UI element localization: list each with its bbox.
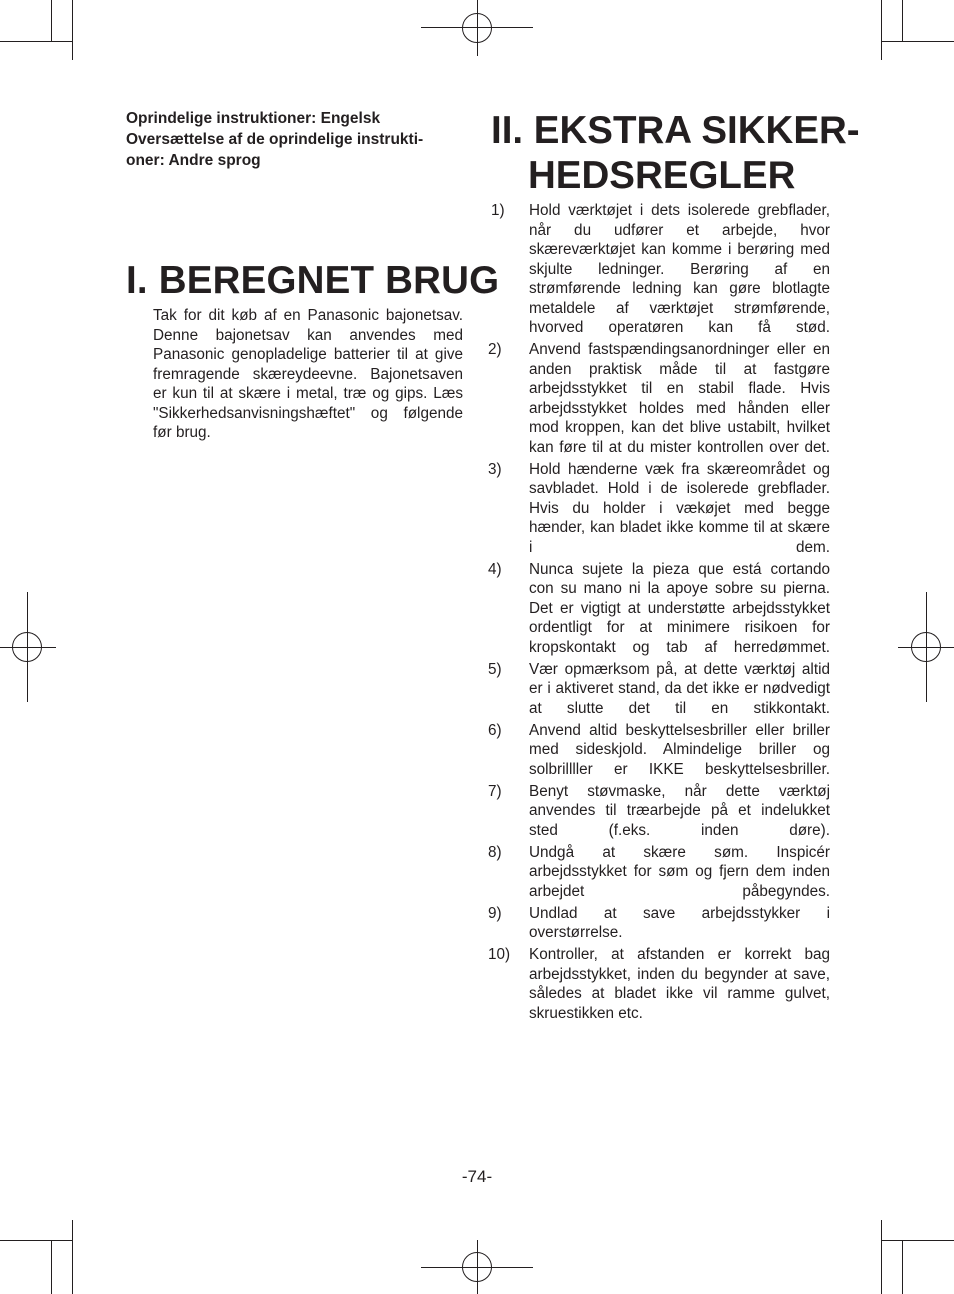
- list-item-text: Hold værktøjet i dets isolerede grebflader, når du udfører et arbejde, hvor skæreværktøjet kan komme i berøring med skjulte ledninger. Berøring af en strømførende ledning kan gøre blotlagte metaldele af værktøjet strømførende, hvorved operatøren kan få stød.: [529, 202, 830, 336]
- list-item: [488, 201, 830, 338]
- list-item: [488, 660, 830, 719]
- list-item-text: Undlad at save arbejdsstykker i overstørrelse.: [529, 904, 830, 941]
- page-number: -74-: [461, 1167, 493, 1186]
- list-item-number: 8): [488, 843, 502, 861]
- list-item-number: 2): [488, 341, 502, 358]
- section-1-title: I. BEREGNET BRUG: [126, 259, 500, 302]
- list-item-text: Undgå at skære søm. Inspicér arbejdsstykket for søm og fjern dem inden arbejdet påbegyndes.: [529, 843, 830, 900]
- translation-line-continued: oner: Andre sprog: [126, 152, 261, 169]
- section-1-body: Tak for dit køb af en Panasonic bajonetsav. Denne bajonetsav kan anvendes med Panasonic genopladelige batterier til at give fremragende skæreydeevne. Bajonetsaven er kun til at skære i metal, træ og gips. Læs "Sikkerhedsanvisningshæftet" og følgende før brug.: [153, 307, 463, 441]
- section-2-title-line-1: II. EKSTRA SIKKER-: [491, 109, 860, 152]
- list-item-text: Kontroller, at afstanden er korrekt bag arbejdsstykket, inden du begynder at save, således at bladet ikke vil ramme gulvet, skruestikken etc.: [529, 946, 830, 1022]
- list-item-text: Anvend fastspændingsanordninger eller en anden praktisk måde til at fastgøre arbejdsstykket til en stabil flade. Hvis arbejdsstykket holdes med hånden eller mod kroppen, kan det blive ustabilt, hvilket kan føre til at du mister kontrollen over det.: [529, 341, 830, 456]
- list-item: [488, 560, 830, 658]
- section-2-title: [491, 108, 860, 198]
- list-item-number: 7): [488, 782, 502, 800]
- list-item-number: 4): [488, 560, 502, 578]
- safety-rules-list: [488, 201, 830, 1026]
- list-item: [488, 340, 830, 457]
- list-item-number: 10): [488, 946, 511, 963]
- list-item-number: 6): [488, 721, 502, 739]
- list-item-text: Benyt støvmaske, når dette værktøj anvendes til træarbejde på et indelukket sted (f.eks. inden døre).: [529, 782, 830, 839]
- list-item: [488, 460, 830, 558]
- list-item-text: Anvend altid beskyttelsesbriller eller briller med sideskjold. Almindelige briller og solbrillller er IKKE beskyttelsesbriller.: [529, 721, 830, 778]
- list-item: [488, 782, 830, 841]
- list-item-text: Hold hænderne væk fra skæreområdet og savbladet. Hold i de isolerede grebflader. Hvis du holder i vækøjet med begge hænder, kan bladet ikke komme til at skære i dem.: [529, 460, 830, 556]
- original-language-line: Oprindelige instruktioner: Engelsk: [126, 110, 381, 127]
- section-2-title-line-2: HEDSREGLER: [528, 154, 796, 197]
- list-item: [488, 843, 830, 902]
- list-item-number: 9): [488, 904, 502, 922]
- list-item-number: 1): [491, 202, 505, 219]
- list-item-number: 3): [488, 460, 502, 478]
- list-item: [488, 721, 830, 780]
- list-item: [488, 945, 830, 1023]
- translation-line: Oversættelse af de oprindelige instrukti-: [126, 131, 424, 148]
- list-item: [488, 904, 830, 943]
- list-item-number: 5): [488, 660, 502, 678]
- original-instructions-note: [126, 108, 464, 171]
- list-item-text: Vær opmærksom på, at dette værktøj altid er i aktiveret stand, da det ikke er nødvedigt at slutte det til en stikkontakt.: [529, 660, 830, 717]
- list-item-text: Nunca sujete la pieza que está cortando con su mano ni la apoye sobre su pierna. Det er vigtigt at understøtte arbejdsstykket ordentligt for at minimere risikoen for kropskontakt og tab af herredømmet.: [529, 560, 830, 656]
